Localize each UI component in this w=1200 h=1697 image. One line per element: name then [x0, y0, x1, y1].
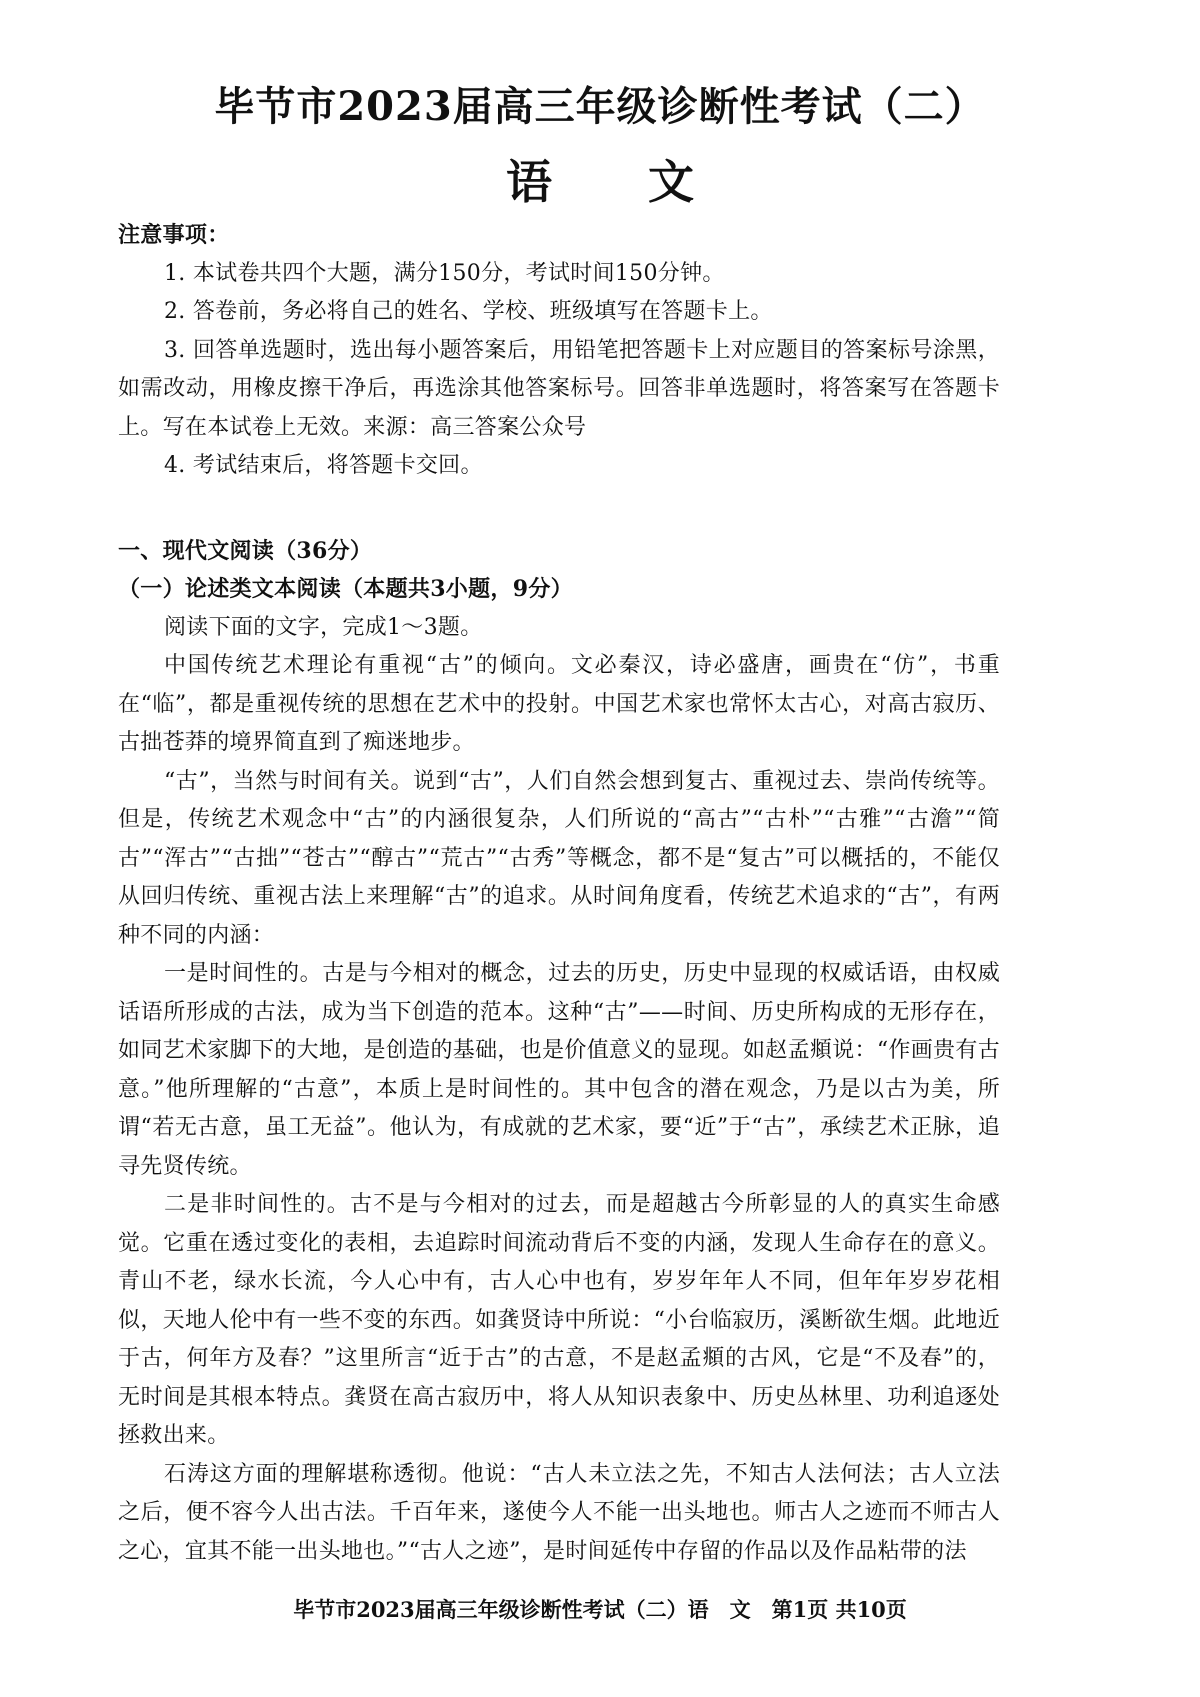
page-content	[118, 216, 1000, 1571]
exam-title: 毕节市2023届高三年级诊断性考试（二）	[214, 83, 986, 130]
notice-item: 2. 答卷前，务必将自己的姓名、学校、班级填写在答题卡上。	[164, 299, 773, 324]
passage-paragraph: 石涛这方面的理解堪称透彻。他说：“古人未立法之先，不知古人法何法；古人立法之后，便不容今人出古法。千百年来，遂使今人不能一出头地也。师古人之迹而不师古人之心，宜其不能一出头地也。”“古人之迹”，是时间延传中存留的作品以及作品粘带的法	[118, 1461, 1000, 1564]
page-footer: 毕节市2023届高三年级诊断性考试（二）语 文 第1页 共10页	[293, 1597, 907, 1622]
subject-title: 语 文	[505, 155, 734, 209]
passage-paragraph: 一是时间性的。古是与今相对的概念，过去的历史，历史中显现的权威话语，由权威话语所形成的古法，成为当下创造的范本。这种“古”——时间、历史所构成的无形存在，如同艺术家脚下的大地，是创造的基础，也是价值意义的显现。如赵孟頫说：“作画贵有古意。”他所理解的“古意”，本质上是时间性的。其中包含的潜在观念，乃是以古为美，所谓“若无古意，虽工无益”。他认为，有成就的艺术家，要“近”于“古”，承续艺术正脉，追寻先贤传统。	[118, 961, 1000, 1179]
passage-paragraph: 中国传统艺术理论有重视“古”的倾向。文必秦汉，诗必盛唐，画贵在“仿”，书重在“临”，都是重视传统的思想在艺术中的投射。中国艺术家也常怀太古心，对高古寂历、古拙苍莽的境界简直到了痴迷地步。	[118, 653, 1000, 755]
passage-paragraph: 二是非时间性的。古不是与今相对的过去，而是超越古今所彰显的人的真实生命感觉。它重在透过变化的表相，去追踪时间流动背后不变的内涵，发现人生命存在的意义。青山不老，绿水长流，今人心中有，古人心中也有，岁岁年年人不同，但年年岁岁花相似，天地人伦中有一些不变的东西。如龚贤诗中所说：“小台临寂历，溪断欲生烟。此地近于古，何年方及春？”这里所言“近于古”的古意，不是赵孟頫的古风，它是“不及春”的，无时间是其根本特点。龚贤在高古寂历中，将人从知识表象中、历史丛林里、功利追逐处拯救出来。	[118, 1192, 1000, 1448]
notice-item: 1. 本试卷共四个大题，满分150分，考试时间150分钟。	[164, 260, 725, 286]
section-heading: 一、现代文阅读（36分）	[118, 537, 373, 564]
spacer	[118, 486, 1000, 532]
reading-instruction: 阅读下面的文字，完成1～3题。	[164, 614, 483, 640]
section-subheading: （一）论述类文本阅读（本题共3小题，9分）	[118, 576, 573, 602]
notice-heading: 注意事项：	[118, 222, 230, 248]
notice-item: 4. 考试结束后，将答题卡交回。	[164, 453, 483, 478]
notice-item: 3. 回答单选题时，选出每小题答案后，用铅笔把答题卡上对应题目的答案标号涂黑，如需改动，用橡皮擦干净后，再选涂其他答案标号。回答非单选题时，将答案写在答题卡上。写在本试卷上无效。来源：高三答案公众号	[118, 337, 1000, 440]
passage-paragraph: “古”，当然与时间有关。说到“古”，人们自然会想到复古、重视过去、崇尚传统等。但是，传统艺术观念中“古”的内涵很复杂，人们所说的“高古”“古朴”“古雅”“古澹”“简古”“浑古”“古拙”“苍古”“醇古”“荒古”“古秀”等概念，都不是“复古”可以概括的，不能仅从回归传统、重视古法上来理解“古”的追求。从时间角度看，传统艺术追求的“古”，有两种不同的内涵：	[118, 768, 1000, 948]
